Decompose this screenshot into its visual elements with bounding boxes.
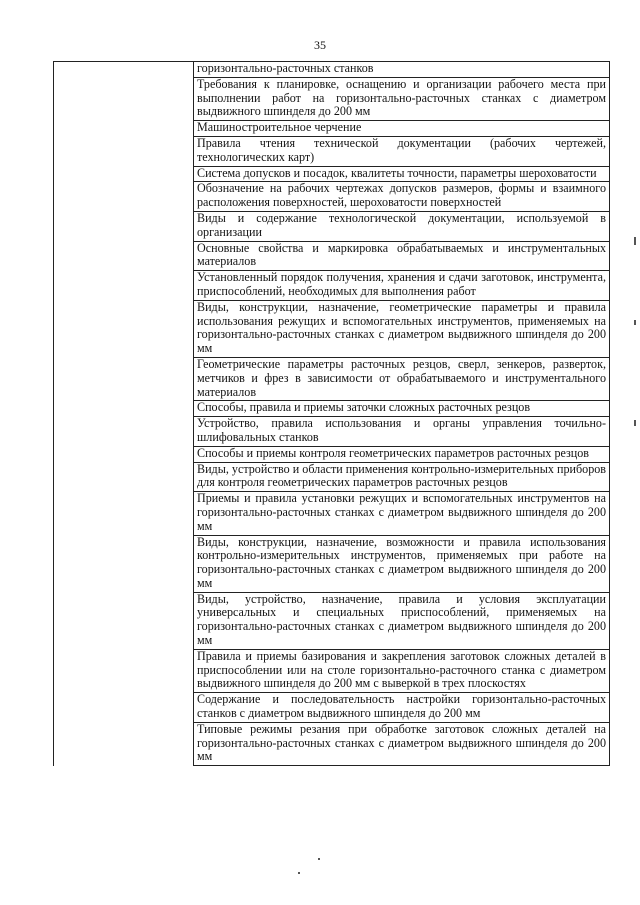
cell-text: Способы и приемы контроля геометрических параметров расточных резцов bbox=[197, 445, 590, 460]
table-left-cell bbox=[54, 62, 194, 766]
scan-mark bbox=[634, 237, 636, 245]
cell-text: Виды и содержание технологической документации, используемой в организации bbox=[197, 210, 606, 239]
scan-mark bbox=[634, 320, 636, 325]
scan-mark bbox=[298, 872, 300, 874]
table-cell bbox=[194, 211, 610, 241]
cell-text: Система допусков и посадок, квалитеты точности, параметры шероховатости bbox=[197, 165, 597, 180]
table-row bbox=[54, 62, 610, 78]
cell-text: Геометрические параметры расточных резцов, сверл, зенкеров, разверток, метчиков и фрез в зависимости от обрабатываемого и инструментального материалов bbox=[197, 356, 606, 399]
table-cell bbox=[194, 417, 610, 447]
table-cell bbox=[194, 136, 610, 166]
table-cell bbox=[194, 241, 610, 271]
table-cell bbox=[194, 693, 610, 723]
table-cell bbox=[194, 77, 610, 120]
knowledge-table bbox=[53, 61, 610, 766]
table-cell bbox=[194, 357, 610, 400]
cell-text: Установленный порядок получения, хранения и сдачи заготовок, инструмента, приспособлений, необходимых для выполнения работ bbox=[197, 270, 606, 298]
cell-text: Машиностроительное черчение bbox=[197, 120, 362, 135]
table-cell bbox=[194, 121, 610, 137]
cell-text: Виды, конструкции, назначение, возможности и правила использования контрольно-измерительных инструментов, применяемых при работе на горизонтально-расточных станках с диаметром выдвижного шпинделя до 200 мм bbox=[197, 534, 606, 590]
table-cell bbox=[194, 62, 610, 78]
table-cell bbox=[194, 446, 610, 462]
table-cell bbox=[194, 535, 610, 592]
cell-text: Правила чтения технической документации (рабочих чертежей, технологических карт) bbox=[197, 135, 606, 164]
page-number: 35 bbox=[314, 38, 326, 52]
table-cell bbox=[194, 462, 610, 492]
table-cell bbox=[194, 401, 610, 417]
table-cell bbox=[194, 592, 610, 649]
cell-text: горизонтально-расточных станков bbox=[197, 61, 374, 75]
cell-text: Основные свойства и маркировка обрабатываемых и инструментальных материалов bbox=[197, 240, 606, 269]
cell-text: Типовые режимы резания при обработке заготовок сложных деталей на горизонтально-расточных станках с диаметром выдвижного шпинделя до 200 мм bbox=[197, 721, 606, 764]
cell-text: Виды, устройство и области применения контрольно-измерительных приборов для контроля геометрических параметров расточных резцов bbox=[197, 461, 606, 490]
cell-text: Устройство, правила использования и органы управления точильно-шлифовальных станков bbox=[197, 416, 606, 444]
cell-text: Обозначение на рабочих чертежах допусков размеров, формы и взаимного расположения поверхностей, шероховатости поверхностей bbox=[197, 181, 606, 210]
scan-mark bbox=[634, 420, 636, 426]
cell-text: Требования к планировке, оснащению и организации рабочего места при выполнении работ на горизонтально-расточных станках с диаметром выдвижного шпинделя до 200 мм bbox=[197, 76, 606, 119]
table-cell bbox=[194, 492, 610, 535]
scan-mark bbox=[318, 858, 320, 860]
table-cell bbox=[194, 271, 610, 301]
cell-text: Правила и приемы базирования и закрепления заготовок сложных деталей в приспособлении или на столе горизонтально-расточного станка с диаметром выдвижного шпинделя до 200 мм с выверкой в трех плоскостях bbox=[197, 648, 606, 691]
table-cell bbox=[194, 182, 610, 212]
table-cell bbox=[194, 649, 610, 692]
table-cell bbox=[194, 166, 610, 182]
cell-text: Виды, конструкции, назначение, геометрические параметры и правила использования режущих и вспомогательных инструментов, применяемых на горизонтально-расточных станках с диаметром выдвижного шпинделя до 200 мм bbox=[197, 299, 606, 356]
cell-text: Виды, устройство, назначение, правила и условия эксплуатации универсальных и специальных приспособлений, применяемых на горизонтально-расточных станках с диаметром выдвижного шпинделя до 200 мм bbox=[197, 591, 606, 648]
table-cell bbox=[194, 300, 610, 357]
cell-text: Содержание и последовательность настройки горизонтально-расточных станков с диаметром выдвижного шпинделя до 200 мм bbox=[197, 692, 606, 721]
table-cell bbox=[194, 722, 610, 765]
cell-text: Способы, правила и приемы заточки сложных расточных резцов bbox=[197, 400, 531, 415]
cell-text: Приемы и правила установки режущих и вспомогательных инструментов на горизонтально-расточных станках с диаметром выдвижного шпинделя до 200 мм bbox=[197, 491, 606, 533]
